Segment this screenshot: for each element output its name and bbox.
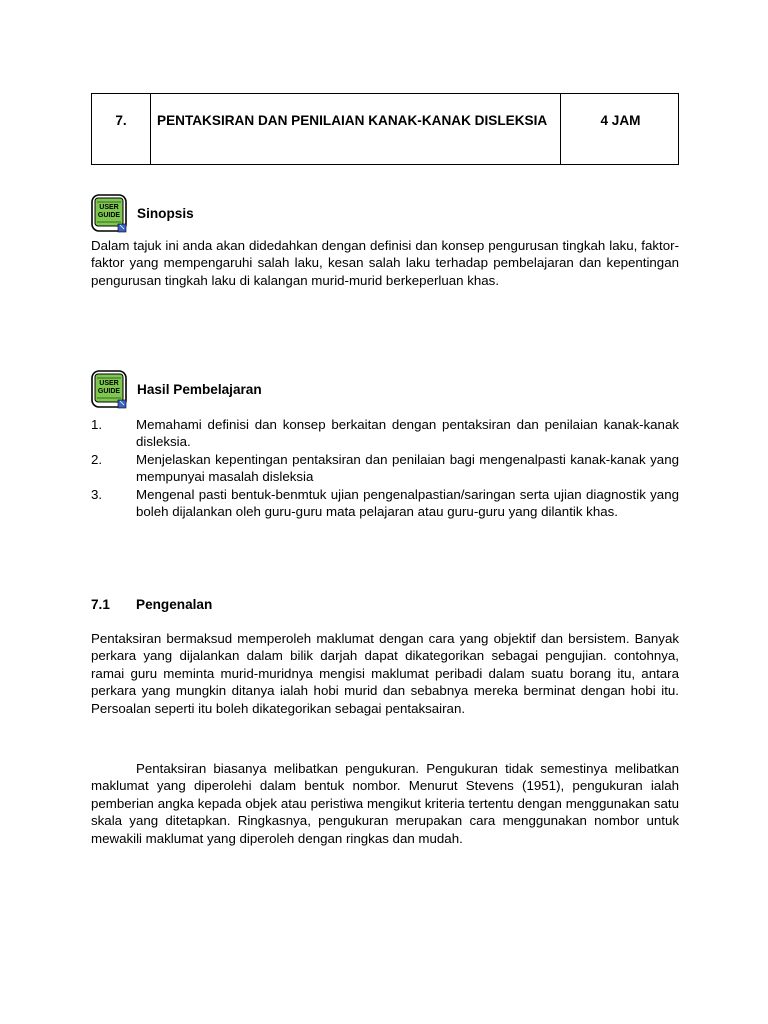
user-guide-icon (91, 370, 129, 410)
intro-paragraph-2: Pentaksiran biasanya melibatkan pengukuran. Pengukuran tidak semestinya melibatkan maklumat yang diperolehi dalam bentuk nombor. Menurut Stevens (1951), pengukuran ialah pemberian angka kepada objek atau peristiwa mengikut kriteria tertentu dengan menggunakan satu skala yang ditetapkan. Ringkasnya, pengukuran merupakan cara menggunakan nombor untuk mewakili maklumat yang diperoleh dengan ringkas dan mudah. (91, 761, 679, 846)
chapter-number: 7. (92, 94, 151, 164)
learning-outcomes-list (91, 416, 679, 520)
list-item (91, 416, 679, 451)
chapter-title: PENTAKSIRAN DAN PENILAIAN KANAK-KANAK DISLEKSIA (151, 94, 561, 164)
list-item-number: 2. (91, 451, 103, 467)
user-guide-icon (91, 194, 129, 234)
guide-icon-line1: USER (99, 204, 119, 211)
intro-paragraph-1: Pentaksiran bermaksud memperoleh maklumat dengan cara yang objektif dan bersistem. Banyak perkara yang dijalankan dalam bilik darjah dapat dikategorikan sebagai pengujian. contohnya, ramai guru meminta murid-muridnya mengisi maklumat peribadi dalam suatu borang itu, antara perkara yang mungkin ditanya ialah hobi murid dan sebabnya mereka berminat dengan hobi itu. Persoalan seperti itu boleh dikategorikan sebagai pentaksairan. (91, 631, 679, 716)
guide-icon-line2: GUIDE (97, 388, 121, 395)
outcomes-heading-row (91, 370, 262, 410)
chapter-header-table (91, 93, 679, 165)
list-item-number: 1. (91, 417, 103, 432)
list-item (91, 486, 679, 521)
list-item-text: Menjelaskan kepentingan pentaksiran dan penilaian bagi mengenalpasti kanak-kanak yang mempunyai masalah disleksia (136, 451, 679, 485)
synopsis-heading-row (91, 194, 194, 234)
chapter-hours: 4 JAM (600, 113, 641, 128)
synopsis-heading: Sinopsis (137, 206, 194, 222)
guide-icon-line2: GUIDE (97, 212, 121, 219)
section-heading (91, 596, 212, 613)
outcomes-heading: Hasil Pembelajaran (137, 382, 262, 398)
synopsis-text: Dalam tajuk ini anda akan didedahkan dengan definisi dan konsep pengurusan tingkah laku, faktor-faktor yang mempengaruhi salah laku, kesan salah laku terhadap pembelajaran dan kepentingan pengurusan tingkah laku di kalangan murid-murid berkeperluan khas. (91, 238, 679, 288)
list-item-text: Mengenal pasti bentuk-benmtuk ujian pengenalpastian/saringan serta ujian diagnostik yang boleh dijalankan oleh guru-guru mata pelajaran atau guru-guru yang dilantik khas. (136, 486, 679, 520)
list-item (91, 451, 679, 486)
section-number: 7.1 (91, 597, 110, 612)
section-title: Pengenalan (136, 597, 213, 612)
list-item-text: Memahami definisi dan konsep berkaitan dengan pentaksiran dan penilaian kanak-kanak disleksia. (136, 417, 679, 450)
guide-icon-line1: USER (99, 380, 119, 387)
list-item-number: 3. (91, 486, 103, 502)
document-page (91, 93, 679, 846)
